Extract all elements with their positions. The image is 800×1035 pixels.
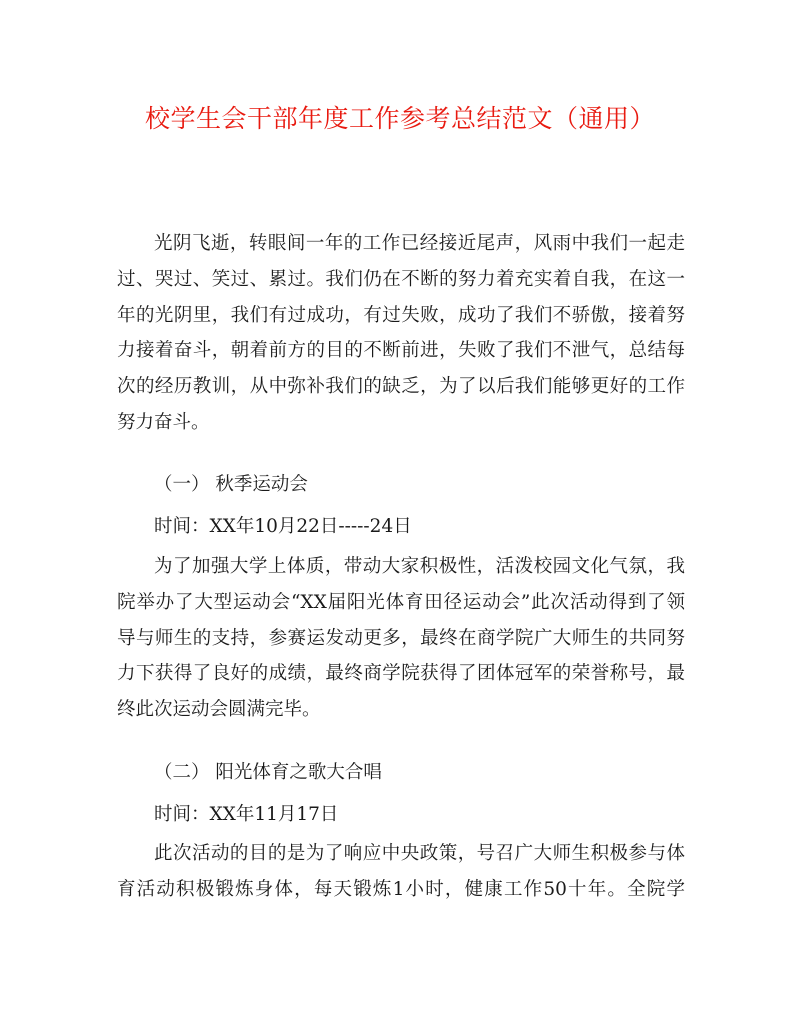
section-time-text: 时间：XX年11月17日: [154, 804, 339, 825]
text-line: 努力奋斗。: [117, 411, 210, 433]
text-line: 终此次运动会圆满完毕。: [117, 699, 321, 721]
text-line: 导与师生的支持，参赛运发动更多，最终在商学院广大师生的共同努: [117, 627, 685, 649]
text-line: 育活动积极锻炼身体，每天锻炼1小时，健康工作50十年。全院学: [117, 878, 685, 900]
text-line: 此次活动的目的是为了响应中央政策，号召广大师生积极参与体: [154, 843, 685, 864]
section-heading-2: [117, 755, 685, 791]
text-line: 光阴飞逝，转眼间一年的工作已经接近尾声，风雨中我们一起走: [154, 233, 685, 254]
text-line: 力接着奋斗，朝着前方的目的不断前进，失败了我们不泄气，总结每: [117, 340, 685, 362]
paragraph-section1: [117, 549, 685, 728]
section-heading-1: [117, 467, 685, 503]
text-line: 力下获得了良好的成绩，最终商学院获得了团体冠军的荣誉称号，最: [117, 663, 685, 685]
section-heading-text: （二） 阳光体育之歌大合唱: [154, 762, 382, 783]
section-heading-text: （一） 秋季运动会: [154, 474, 308, 495]
text-line: 为了加强大学上体质，带动大家积极性，活泼校园文化气氛，我: [154, 556, 685, 577]
section-time-1: [117, 509, 685, 545]
paragraph-section2: [117, 836, 685, 908]
text-line: 次的经历教训，从中弥补我们的缺乏，为了以后我们能够更好的工作: [117, 376, 685, 398]
section-time-text: 时间：XX年10月22日-----24日: [154, 516, 412, 537]
text-line: 年的光阴里，我们有过成功，有过失败，成功了我们不骄傲，接着努: [117, 304, 685, 326]
paragraph-intro: [117, 226, 685, 441]
text-line: 院举办了大型运动会“XX届阳光体育田径运动会”此次活动得到了领: [117, 591, 685, 613]
text-line: 过、哭过、笑过、累过。我们仍在不断的努力着充实着自我，在这一: [117, 268, 685, 290]
section-time-2: [117, 797, 685, 833]
document-title: 校学生会干部年度工作参考总结范文（通用）: [144, 104, 655, 133]
